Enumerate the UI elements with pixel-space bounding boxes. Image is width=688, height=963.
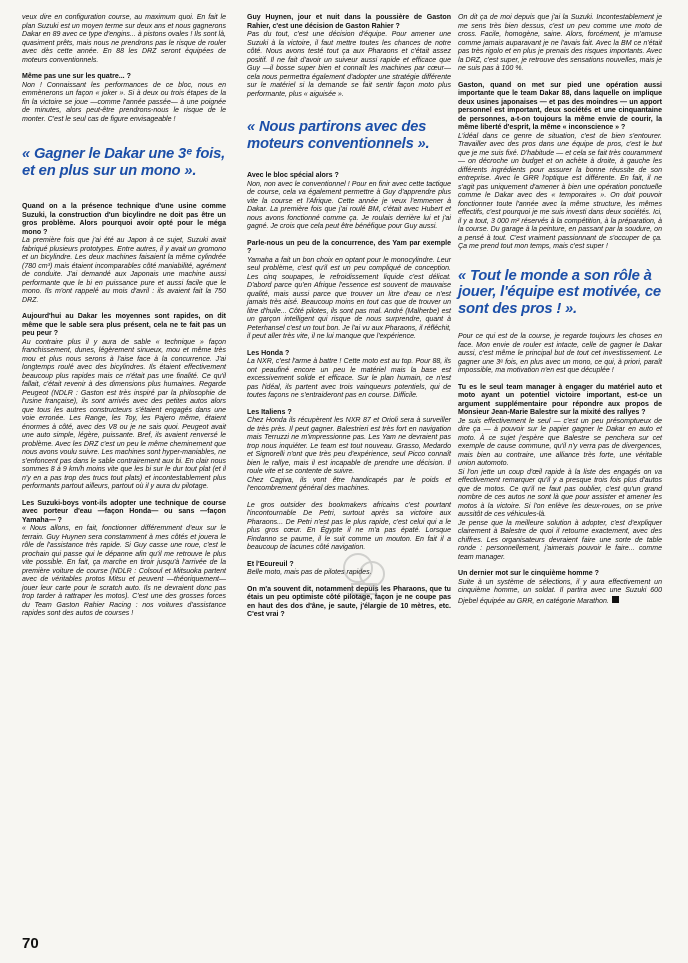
question: Avec le bloc spécial alors ? xyxy=(247,172,339,179)
paragraph xyxy=(458,579,662,607)
paragraph: « Nous allons, en fait, fonctionner différemment d'eux sur le terrain. Guy Huynen sera constamment à mes côtés et jouera le rôle de l'assistance très rapide. Si Guy casse une roue, c'est le prochain qui passe qui le dépanne afin qu'il me retrouve le plus vite possible. En fait, ça marche en tiroir jusqu'à l'arrivée de la première voiture de course (NDLR : Colsoul et Mitsuoka partent avec de véritables protos Mitsu et peuvent —théoriquement— jouer leur carte pour le scratch auto. Ils ne devraient donc pas trop tarder à rattraper les motos). C'est une des grosses forces du Team Gaston Rahier Racing : nos voitures d'assistance rapides sont des autos de courses ! xyxy=(22,525,226,617)
question: Les Italiens ? xyxy=(247,408,292,416)
paragraph-text: Suite à un système de sélections, il y aura effectivement un cinquième homme, un soldat. Il partira avec une Suzuki 600 Djebel équipée au GRR, en catégorie Marathon. xyxy=(458,578,662,605)
question: Même pas une sur les quatre... ? xyxy=(22,73,131,80)
pull-quote: « Nous partirons avec des moteurs conventionnels ». xyxy=(247,119,430,152)
question: Les Honda ? xyxy=(247,349,290,357)
page-number: 70 xyxy=(22,935,39,952)
paragraph: Non, non avec le conventionnel ! Pour en finir avec cette tactique de course, cela va également permettre à Guy d'apprendre plus vite la course et l'Afrique. Cette année je veux l'emmener à Dakar. La première fois que j'ai roulé BM, c'était avec Hubert et nous avons fonctionné comme ça. Je roulais derrière lui et j'ai gagné. Je crois que cela peut être bénéfique pour Guy aussi. xyxy=(247,180,451,230)
paragraph: La première fois que j'ai été au Japon à ce sujet, Suzuki avait fabriqué plusieurs prototypes. Entre autres, il y avait un gromono et un bicylindre. Les deux machines faisaient la même cylindrée (780 cm³) mais étaient incomparables côté maniabilité, agrément de conduite. J'ai demandé aux Japonais une machine aussi performante que le bi en puissance pure et aussi facile que le mono. Ils m'ont rappelé au mois d'avril : ils avaient fait la 750 DRZ. xyxy=(22,237,226,304)
paragraph: L'idéal dans ce genre de situation, c'est de bien s'entourer. Travailler avec des pros dans une équipe de pros, c'est le but que je me suis fixé. D'habitude — et cela se fait très couramment — on décroche un budget et on achète à droite, à gauche les différents ingrédients pour assurer la bonne réussite de son entreprise. Avec le GRR l'optique est différente. En fait, il ne s'agit pas uniquement d'amener à bien une opération ponctuelle comme le Dakar avec des « temporaires ». On doit pouvoir fonctionner toute l'année avec la même structure, les mêmes effectifs, c'est pourquoi je me suis investi dans deux sociétés. Ici, il y a tout, 3 000 m² réservés à la compétition, à la préparation, à la course. Du garage à la peinture, en passant par la soudure, on a pensé à tout. C'est vraiment passionnant de s'occuper de ça. Ça me prend tout mon temps, mais c'est super ! xyxy=(458,132,662,250)
paragraph: Si l'on jette un coup d'œil rapide à la liste des engagés on va effectivement remarquer qu'il y a presque trois fois plus d'autos que de motos. Ce qu'il ne faut pas oublier, c'est qu'un grand nombre de ces autos ne sont là que pour assister et amener les motos à la victoire. Si l'on enlève les deux-roues, on se prive aussitôt de ces véhicules-là. xyxy=(458,468,662,518)
paragraph: veux dire en configuration course, au maximum quoi. En fait le plan Suzuki est un moyen terme sur deux ans et nous gagnerons Dakar en 89 avec ce type d'engins... à pistons ovales ! Ils sont là, quasiment prêts, mais nous ne prendrons pas le risque de rouler avec dès cette année. En 88 les DRZ seront équipées de moteurs conventionnels. xyxy=(22,14,226,64)
question: Parle-nous un peu de la concurrence, des Yam par exemple ? xyxy=(247,239,451,255)
paragraph: Chez Cagiva, ils vont être handicapés par le poids et l'encombrement général des machines. xyxy=(247,476,451,492)
question: Un dernier mot sur le cinquième homme ? xyxy=(458,570,599,577)
paragraph: Chez Honda ils récupèrent les NXR 87 et Orioli sera à surveiller de très près. Il peut gagner. Balestrieri est très fort en navigation mais Terruzzi ne m'impressionne pas. Les Yam ne devraient pas trop nous inquiéter. Le team est tout nouveau. Grasso, Medardo et Signorelli n'ont que très peu d'expérience, seul Picco connaît bien le rallye, mais il est incapable de prendre une décision. Il roule vite et se contente de suivre. xyxy=(247,417,451,475)
paragraph: Au contraire plus il y aura de sable « technique » façon franchissement, dunes, légèrement sinueux, mou et même très mou et plus nous serons à l'aise face à la concurrence. J'ai longtemps roulé avec des bicylindres. Ils étaient effectivement beaucoup plus rapides mais ce n'était pas une finalité. Ce qu'il fallait, c'était revenir à des dimensions plus humaines. Regarde Peugeot (NDLR : Gaston est très inspiré par la philosophie de l'usine française), ils sont arrivés avec des petites autos alors que tous les autres constructeurs s'étaient engagés dans une voie erronée. Les Range, les Toy, les Pajero même, étaient énormes à côté, avec des V8 ou je ne sais quoi. Peugeot avait une auto simple, légère, puissante. Bref, ils avaient renversé le problème. Avec les DRZ c'est un peu le même cheminement que nous avons voulu suivre. Les machines sont hyper-maniables, ne s'enfoncent pas dans le sable contrairement aux bi. En clair nous sommes 8 à 9 km/h moins vite que les bi sur le dur tout plat (et il n'y en a pas trop des trucs tout plats) et incontestablement plus performants partout ailleurs, partout où il y aura du pilotage. xyxy=(22,338,226,490)
column-left xyxy=(22,14,226,619)
paragraph: Le gros outsider des bookmakers africains c'est pourtant l'incontournable De Petri, surtout après sa victoire aux Pharaons... De Petri n'est pas le plus rapide, c'est celui qui a le plus gros cœur. En Égypte il ne m'a pas épaté. Lorsque Findanno se paume, il le suit comme un mouton. En fait il a beaucoup de lacunes côté navigation. xyxy=(247,501,451,551)
question: Gaston, quand on met sur pied une opération aussi importante que le team Dakar 88, dans laquelle on implique deux usines japonaises — et pas des moindres — un apport personnel est important, deux sociétés et une cinquantaine de personnes, a-t-on toujours la même envie de courir, la même liberté d'esprit, la même « inconscience » ? xyxy=(458,81,662,131)
question: Et l'Ecureuil ? xyxy=(247,560,294,568)
paragraph: Pas du tout, c'est une décision d'équipe. Pour amener une Suzuki à la victoire, il faut mettre toutes les chances de notre côté. Nous avons testé tout ça aux Pharaons et c'était assez positif. Il ne fait d'avoir un suiveur aussi rapide et efficace que Guy —il bosse super bien et connaît les machines par cœur— cela nous permettra également d'adopter une stratégie différente sur le matériel si la demande se fait sentir façon moto plus performante, plus « aiguisée ». xyxy=(247,31,451,98)
paragraph: Yamaha a fait un bon choix en optant pour le monocylindre. Leur seul problème, c'est qu'il est un peu compliqué de conception. Les cinq soupapes, le refroidissement liquide c'est délicat. D'abord parce qu'en Afrique l'essence est souvent de mauvaise qualité, mais aussi parce que trouver un litre d'eau ce n'est jamais très aisé. Beaucoup moins en tout cas que de trouver un litre d'huile... Côté pilotes, ils sont pas mal. André (Malherbe) est un garçon intelligent qui risque de nous surprendre, quant à Peterhansel c'est un tout bon. Je l'ai vu aux Pharaons, il réfléchit, il peut aller très vite, il ne lui manque que l'expérience. xyxy=(247,256,451,340)
end-of-article-mark xyxy=(612,596,619,603)
paragraph: Je suis effectivement le seul — c'est un peu présomptueux de dire ça — à pouvoir sur le papier gagner le Dakar en auto et moto. À ce sujet j'espère que Balestre se penchera sur cet exemple de cause commune, qu'il n'y verra pas de divergences, mais bien au contraire, une alliance très forte, une véritable union automoto. xyxy=(458,417,662,467)
question: Tu es le seul team manager à engager du matériel auto et moto ayant un potentiel victoire important, est-ce un argument supplémentaire pour répondre aux propos de Monsieur Jean-Marie Balestre sur la mixité des rallyes ? xyxy=(458,383,662,416)
paragraph: Pour ce qui est de la course, je regarde toujours les choses en face. Mon envie de rouler est intacte, celle de gagner le Dakar aussi, c'est même le principal but de tout cet investissement. Le gagner une 3ᵉ fois, en plus avec un mono, ce qui, à priori, paraît impossible, ma motivation n'en est que décuplée ! xyxy=(458,333,662,374)
question: Aujourd'hui au Dakar les moyennes sont rapides, on dit même que le sable sera plus présent, cela ne te fait pas un peu peur ? xyxy=(22,313,226,337)
column-right xyxy=(458,14,662,606)
question: Guy Huynen, jour et nuit dans la poussière de Gaston Rahier, c'est une décision de Gaston Rahier ? xyxy=(247,14,451,30)
pull-quote: « Gagner le Dakar une 3ᵉ fois, et en plus sur un mono ». xyxy=(22,146,226,179)
question: Quand on a la présence technique d'une usine comme Suzuki, la construction d'un bicylindre ne doit pas être un gros problème. Alors pourquoi avoir opté pour le méga mono ? xyxy=(22,203,226,236)
column-middle xyxy=(247,14,451,620)
pull-quote: « Tout le monde a son rôle à jouer, l'équipe est motivée, ce sont des pros ! ». xyxy=(458,267,661,317)
paragraph: La NXR, c'est l'arme à battre ! Cette moto est au top. Pour 88, ils ont peaufiné encore un peu le matériel mais la base est excessivement solide et efficace. Sur le plan humain, ce n'est pas l'idéal, ils partent avec trois vainqueurs potentiels, qui de toutes façons ne s'entraideront pas en course. Difficile. xyxy=(247,358,451,399)
watermark-stamp xyxy=(338,544,390,602)
paragraph: On dit ça de moi depuis que j'ai la Suzuki. Incontestablement je me sens très bien dessus, c'est un peu comme une moto de cross. Facile, homogène, saine. Alors, forcément, je m'amuse comme jamais auparavant je ne l'avais fait. Avec la BM ce n'était pas très rigolo et en plus je prenais des risques importants. Avec la DRZ, c'est super, je retrouve des sensations nouvelles, mais je ne suis pas à 100 %. xyxy=(458,14,662,72)
paragraph: Non ! Connaissant les performances de ce bloc, nous en emmènerons un façon « joker ». Si à deux ou trois étapes de la fin la victoire se joue —comme l'année passée— à une poignée de minutes, alors peut-être prendrons-nous le risque de le monter. C'est le seul cas de figure envisageable ! xyxy=(22,81,226,123)
paragraph: Belle moto, mais pas de pilotes rapides. xyxy=(247,569,372,576)
paragraph: Je pense que la meilleure solution à adopter, c'est d'expliquer clairement à Balestre de quoi il retourne exactement, avec des chiffres. Les organisateurs devraient faire une sorte de table ronde : personnellement, j'aimerais pouvoir le faire... comme team manager. xyxy=(458,519,662,561)
question: Les Suzuki-boys vont-ils adopter une technique de course avec porteur d'eau —façon Honda— ou sans —façon Yamaha— ? xyxy=(22,499,226,524)
question: On m'a souvent dit, notamment depuis les Pharaons, que tu étais un peu optimiste côté pilotage, façon je ne coupe pas en haut des dos d'âne, je saute, j'élargie de 10 mètres, etc. C'est vrai ? xyxy=(247,585,451,618)
